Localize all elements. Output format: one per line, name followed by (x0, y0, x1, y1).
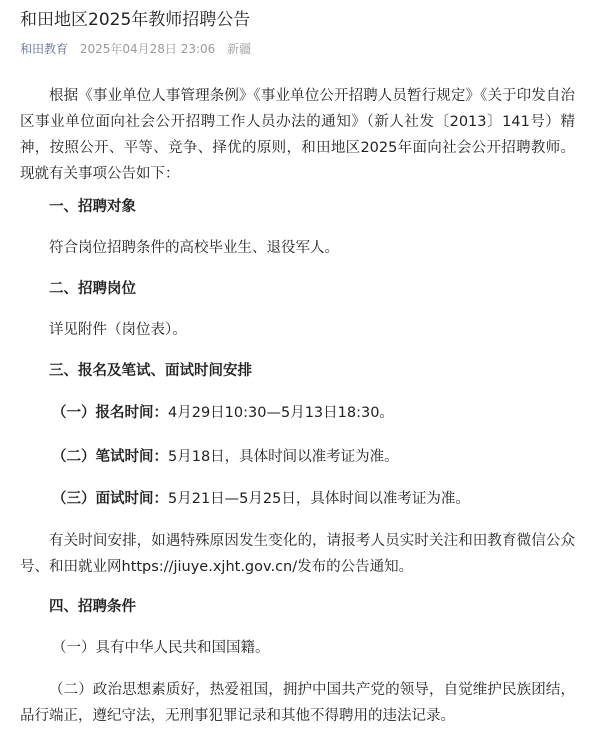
schedule-item-label: （二）笔试时间： (52, 449, 168, 465)
section-heading-schedule: 三、报名及笔试、面试时间安排 (49, 363, 252, 379)
schedule-item-value: 4月29日10:30—5月13日18:30。 (168, 405, 394, 421)
source-account-link[interactable]: 和田教育 (20, 42, 69, 56)
schedule-item-value: 5月18日，具体时间以准考证为准。 (168, 449, 399, 465)
positions-text: 详见附件（岗位表）。 (49, 322, 187, 338)
article-title: 和田地区2025年教师招聘公告 (20, 10, 251, 30)
schedule-item-value: 5月21日—5月25日，具体时间以准考证为准。 (168, 491, 470, 507)
schedule-item-label: （三）面试时间： (52, 491, 168, 507)
recruitment-target-text: 符合岗位招聘条件的高校毕业生、退役军人。 (49, 240, 339, 256)
condition-item-political: （二）政治思想素质好，热爱祖国，拥护中国共产党的领导，自觉维护民族团结，品行端正，遵纪守法，无刑事犯罪记录和其他不得聘用的违法记录。 (20, 682, 575, 724)
schedule-item-label: （一）报名时间： (52, 405, 168, 421)
schedule-item-written-exam (52, 444, 399, 470)
schedule-change-note: 有关时间安排，如遇特殊原因发生变化的，请报考人员实时关注和田教育微信公众号、和田就业网https://jiuye.xjht.gov.cn/发布的公告通知。 (20, 533, 575, 575)
publish-location: 新疆 (227, 42, 252, 56)
section-heading-conditions: 四、招聘条件 (49, 599, 136, 615)
section-heading-positions: 二、招聘岗位 (49, 281, 136, 297)
publish-date: 2025年04月28日 23:06 (79, 42, 216, 56)
schedule-item-registration (52, 400, 394, 426)
condition-item-nationality: （一）具有中华人民共和国国籍。 (52, 640, 270, 656)
section-heading-recruitment-target: 一、招聘对象 (49, 199, 136, 215)
schedule-item-interview (52, 486, 470, 512)
intro-paragraph: 根据《事业单位人事管理条例》《事业单位公开招聘人员暂行规定》《关于印发自治区事业单位面向社会公开招聘工作人员办法的通知》（新人社发〔2013〕141号）精神，按照公开、平等、竞争、择优的原则，和田地区2025年面向社会公开招聘教师。现就有关事项公告如下： (20, 88, 575, 182)
article-meta (20, 40, 251, 58)
